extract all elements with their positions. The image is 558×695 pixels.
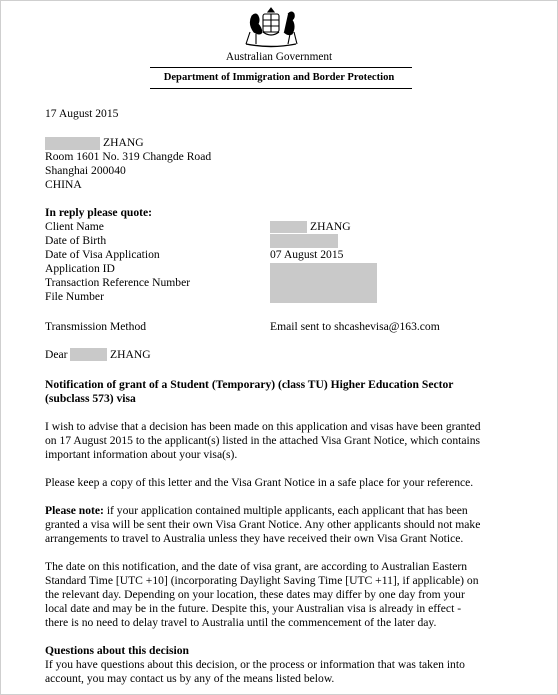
client-name-label: Client Name	[45, 220, 104, 233]
notification-title-line-1: Notification of grant of a Student (Temporary) (class TU) Higher Education Sector	[45, 378, 454, 391]
paragraph-3-line-1-rest: if your application contained multiple applicants, each applicant that has been	[103, 504, 468, 517]
paragraph-1-line-1: I wish to advise that a decision has been made on this application and visas have been granted	[45, 420, 481, 433]
notification-title-line-2: (subclass 573) visa	[45, 392, 136, 405]
address-line-2: Shanghai 200040	[45, 164, 126, 177]
transmission-method-value: Email sent to shcashevisa@163.com	[270, 320, 440, 333]
paragraph-5-line-2: account, you may contact us by any of the means listed below.	[45, 672, 335, 685]
department-name: Department of Immigration and Border Protection	[163, 72, 395, 83]
paragraph-1-line-3: important information about your visa(s).	[45, 448, 238, 461]
address-line-3: CHINA	[45, 178, 82, 191]
questions-heading: Questions about this decision	[45, 644, 189, 657]
date-of-birth-label: Date of Birth	[45, 234, 107, 247]
header-rule-bottom	[150, 88, 412, 89]
client-name-value: ZHANG	[310, 220, 351, 233]
redacted-salutation-given-name	[70, 348, 107, 361]
paragraph-4-line-3: the relevant day. Depending on your location, these dates may differ by one day from your	[45, 588, 465, 601]
paragraph-5-line-1: If you have questions about this decision, or the process or information that was taken into	[45, 658, 465, 671]
address-line-1: Room 1601 No. 319 Changde Road	[45, 150, 212, 163]
paragraph-4-line-5: there is no need to delay travel to Australia until the commencement of the later day.	[45, 616, 437, 629]
visa-application-date-label: Date of Visa Application	[45, 248, 160, 261]
redacted-client-given-name	[270, 221, 307, 233]
reply-heading: In reply please quote:	[45, 206, 153, 219]
paragraph-3-line-2: granted a visa will be sent their own Visa Grant Notice. Any other applicants should not make	[45, 518, 481, 531]
coat-of-arms-icon	[240, 6, 302, 48]
application-id-label: Application ID	[45, 262, 115, 275]
paragraph-4-line-2: Standard Time [UTC +10] (incorporating Daylight Saving Time [UTC +11], if applicable) on	[45, 574, 479, 587]
address-name: ZHANG	[103, 136, 144, 149]
paragraph-4-line-1: The date on this notification, and the date of visa grant, are according to Australian Eastern	[45, 560, 468, 573]
paragraph-3-line-3: arrangements to travel to Australia unless they have received their own Visa Grant Notice.	[45, 532, 464, 545]
salutation-prefix: Dear	[45, 348, 68, 361]
paragraph-2: Please keep a copy of this letter and the Visa Grant Notice in a safe place for your reference.	[45, 476, 474, 489]
transmission-method-label: Transmission Method	[45, 320, 147, 333]
file-number-label: File Number	[45, 290, 104, 303]
header-rule-top	[150, 67, 412, 68]
salutation-name: ZHANG	[110, 348, 151, 361]
government-name: Australian Government	[225, 51, 333, 63]
redacted-application-numbers	[270, 263, 377, 303]
redacted-date-of-birth	[270, 234, 338, 248]
redacted-given-name	[45, 137, 100, 150]
transaction-reference-label: Transaction Reference Number	[45, 276, 191, 289]
paragraph-3-line-1	[45, 504, 468, 518]
visa-application-date-value: 07 August 2015	[270, 248, 344, 261]
please-note-lead: Please note:	[45, 504, 104, 517]
paragraph-1-line-2: on 17 August 2015 to the applicant(s) listed in the attached Visa Grant Notice, which contains	[45, 434, 481, 447]
paragraph-4-line-4: local date and may be in the future. Despite this, your Australian visa is already in effect -	[45, 602, 462, 615]
letter-date: 17 August 2015	[45, 107, 119, 120]
